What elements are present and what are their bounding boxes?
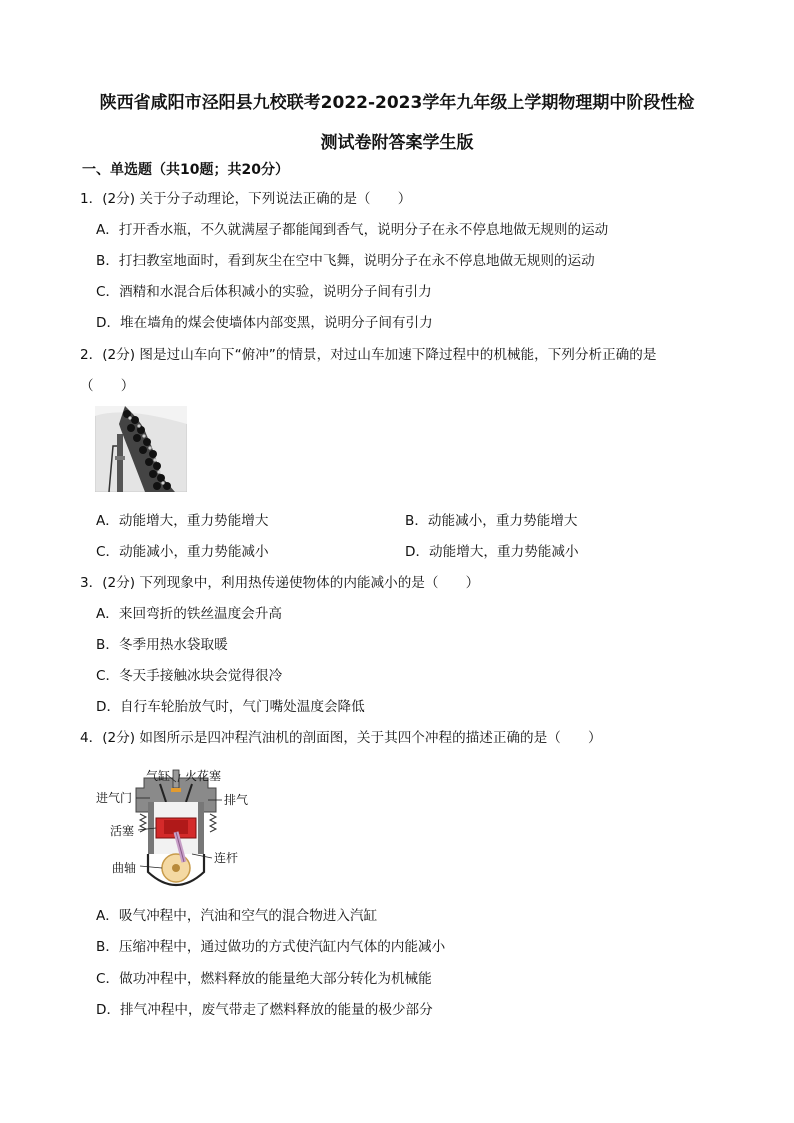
label-spark-plug: 火花塞 [185,769,222,783]
label-crank: 曲轴 [112,861,137,875]
question-3-option-c: C．冬天手接触冰块会觉得很冷 [96,668,283,684]
label-rod: 连杆 [214,851,239,865]
section-heading: 一、单选题（共10题；共20分） [82,162,289,178]
label-piston: 活塞 [110,824,135,838]
label-cylinder: 气缸 [146,769,171,783]
question-4-option-b: B．压缩冲程中，通过做功的方式使汽缸内气体的内能减小 [96,939,446,955]
engine-diagram [92,762,262,898]
question-4-option-a: A．吸气冲程中，汽油和空气的混合物进入汽缸 [96,908,378,924]
roller-coaster-photo [95,406,187,492]
question-4-option-d: D．排气冲程中，废气带走了燃料释放的能量的极少部分 [96,1002,433,1018]
question-1-option-d: D．堆在墙角的煤会使墙体内部变黑，说明分子间有引力 [96,315,433,331]
question-1-stem: 1．(2分) 关于分子动理论，下列说法正确的是（ ） [80,191,412,207]
question-1-option-c: C．酒精和水混合后体积减小的实验，说明分子间有引力 [96,284,432,300]
question-3-option-b: B．冬季用热水袋取暖 [96,637,228,653]
question-4-option-c: C．做功冲程中，燃料释放的能量绝大部分转化为机械能 [96,971,432,987]
question-3-option-d: D．自行车轮胎放气时，气门嘴处温度会降低 [96,699,365,715]
question-1-option-b: B．打扫教室地面时，看到灰尘在空中飞舞，说明分子在永不停息地做无规则的运动 [96,253,595,269]
question-2-stem-cont: （ ） [80,378,135,394]
question-2-option-d: D．动能增大，重力势能减小 [405,544,579,560]
question-2-option-b: B．动能减小，重力势能增大 [405,513,578,529]
doc-title-line2: 测试卷附答案学生版 [320,133,474,153]
label-intake: 进气门 [96,791,133,805]
question-4-stem: 4．(2分) 如图所示是四冲程汽油机的剖面图，关于其四个冲程的描述正确的是（ ） [80,730,602,746]
doc-title-line1: 陕西省咸阳市泾阳县九校联考2022-2023学年九年级上学期物理期中阶段性检 [99,93,695,113]
question-1-option-a: A．打开香水瓶，不久就满屋子都能闻到香气，说明分子在永不停息地做无规则的运动 [96,222,609,238]
question-2-option-a: A．动能增大，重力势能增大 [96,513,269,529]
question-3-option-a: A．来回弯折的铁丝温度会升高 [96,606,283,622]
question-2-stem: 2．(2分) 图是过山车向下“俯冲”的情景，对过山车加速下降过程中的机械能，下列分析正确的是 [80,347,657,363]
question-2-option-c: C．动能减小，重力势能减小 [96,544,269,560]
question-3-stem: 3．(2分) 下列现象中，利用热传递使物体的内能减小的是（ ） [80,575,480,591]
label-exhaust: 排气 [224,793,249,807]
